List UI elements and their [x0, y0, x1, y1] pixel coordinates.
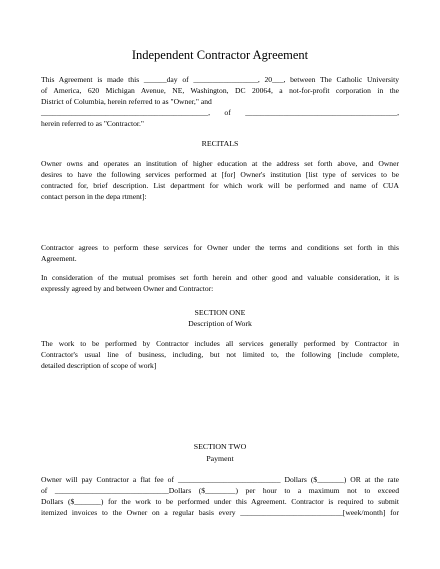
contractor-agrees-line-1: Contractor agrees to perform these services for Owner under the terms and conditions set forth in this	[41, 243, 399, 252]
consideration-line-2: expressly agreed by and between Owner and Contractor:	[41, 284, 214, 294]
contractor-agrees-paragraph	[41, 242, 399, 264]
section-one-paragraph	[41, 338, 399, 371]
contractor-agrees-line-2: Agreement.	[41, 254, 77, 264]
intro-paragraph	[41, 74, 399, 129]
section-one-heading: SECTION ONE	[194, 308, 246, 317]
section-one-subheading: Description of Work	[188, 319, 252, 328]
intro-line-1: This Agreement is made this ______day of _________________, 20___, between The Catholic University	[41, 75, 399, 84]
section-one-line-2: Contractor's usual line of business, including, but not limited to, the following [include complete,	[41, 350, 399, 360]
intro-line-2: of America, 620 Michigan Avenue, NE, Washington, DC 20064, a not-for-profit corporation in the	[41, 86, 399, 96]
recitals-paragraph	[41, 158, 399, 202]
section-two-line-2: of ______________________________Dollars ($________) per hour to a maximum not to exceed	[41, 486, 399, 496]
section-two-line-1: Owner will pay Contractor a flat fee of ___________________________ Dollars ($_______) OR at the rate	[41, 475, 399, 484]
consideration-line-1: In consideration of the mutual promises set forth herein and other good and valuable consideration, it is	[41, 273, 399, 282]
intro-line-5: herein referred to as "Contractor."	[41, 119, 144, 129]
section-two-line-4: itemized invoices to the Owner on a regular basis every ___________________________[week/month] for	[41, 508, 399, 518]
recitals-line-1: Owner owns and operates an institution of higher education at the address set forth above, and Owner	[41, 159, 399, 168]
section-two-paragraph	[41, 474, 399, 518]
section-one-line-3: detailed description of scope of work]	[41, 361, 157, 371]
section-two-line-3: Dollars ($_______) for the work to be performed under this Agreement. Contractor is required to submit	[41, 497, 399, 507]
intro-line-3: District of Columbia, herein referred to as "Owner," and	[41, 97, 212, 107]
section-two-heading: SECTION TWO	[193, 442, 247, 451]
section-one-line-1: The work to be performed by Contractor includes all services generally performed by Contractor in	[41, 339, 399, 348]
recitals-line-4: contact person in the depa rtment]:	[41, 192, 147, 202]
recitals-heading: RECITALS	[201, 139, 239, 148]
section-two-subheading: Payment	[206, 454, 234, 463]
recitals-line-3: contracted for, brief description. List department for which work will be performed and name of CUA	[41, 181, 399, 191]
document-title: Independent Contractor Agreement	[131, 48, 309, 62]
intro-line-4: ____________________________________________, of ________________________________________,	[41, 108, 399, 118]
recitals-line-2: desires to have the following services performed at [for] Owner's institution [list type of services to be	[41, 170, 399, 180]
consideration-paragraph	[41, 272, 399, 294]
